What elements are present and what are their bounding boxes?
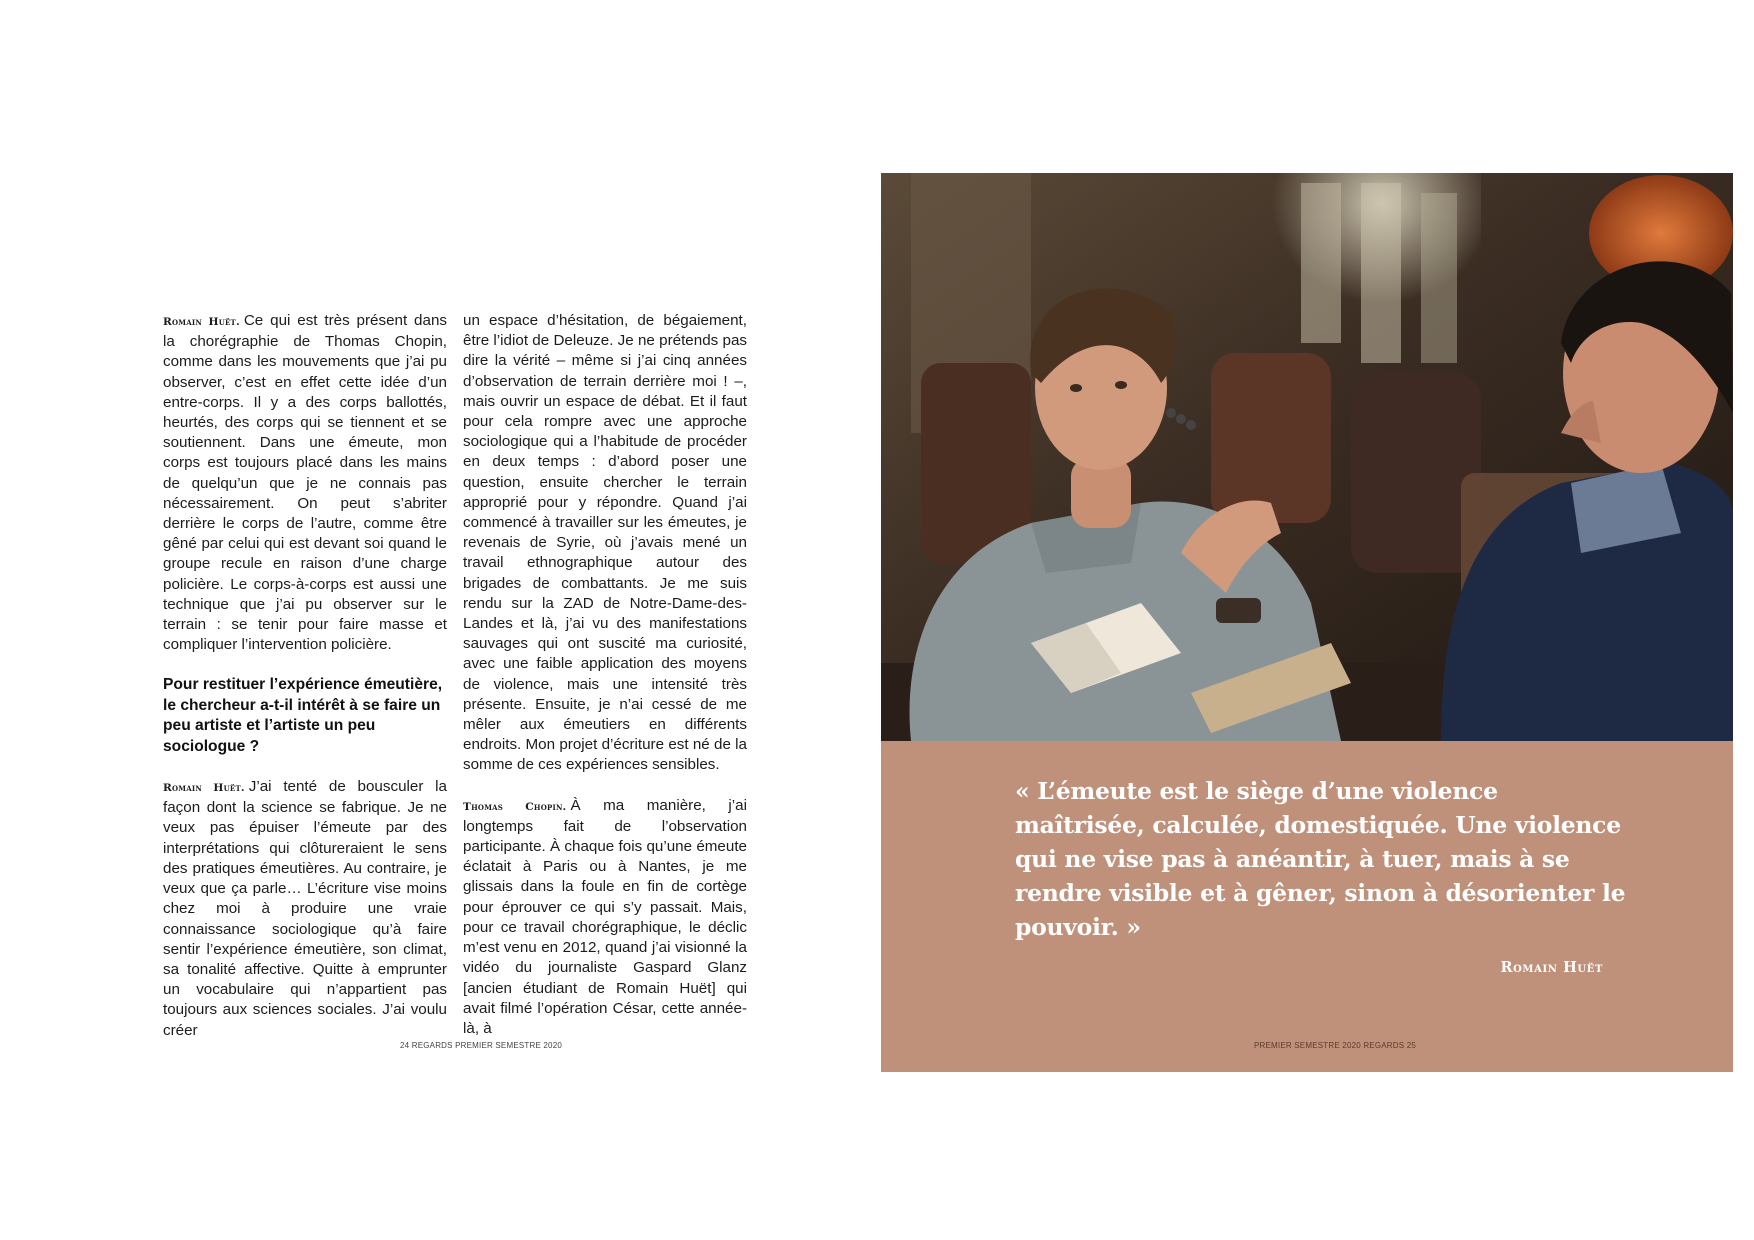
speaker-name: Romain Huët. (163, 782, 245, 795)
paragraph-text: Ce qui est très présent dans la chorégraphie de Thomas Chopin, comme dans les mouvements que j’ai pu observer, c’est en effet cette idée d’un entre-corps. Il y a des corps ballottés, heurtés, des corps qui se tiennent et se soutiennent. Dans une émeute, mon corps est toujours placé dans les mains de quelqu’un que je ne connais pas nécessairement. On peut s’abriter derrière le corps de l’autre, comme être gêné par celui qui est devant soi quand le groupe recule en raison d’une charge policière. Le corps-à-corps est aussi une technique que j’ai pu observer sur le terrain : se tenir pour faire masse et compliquer l’intervention policière. (163, 312, 447, 654)
paragraph-text: À ma manière, j’ai longtemps fait de l’observation participante. À chaque fois qu’une émeute éclatait à Paris ou à Nantes, je me glissais dans la foule en fin de cortège pour éprouver ce qui s’y passait. Mais, pour ce travail chorégraphique, le déclic m’est venu en 2012, quand j’ai visionné la vidéo du journaliste Gaspard Glanz [ancien étudiant de Romain Huët] qui avait filmé l’opération César, cette année-là, à (463, 796, 748, 1037)
photo-illustration (881, 173, 1733, 741)
speaker-name: Thomas Chopin. (463, 800, 567, 813)
interview-photo (881, 173, 1733, 741)
article-column-2 (463, 311, 747, 1039)
paragraph-text: un espace d’hésitation, de bégaiement, être l’idiot de Deleuze. Je ne prétends pas dire la vérité – même si j’ai cinq années d’observation de terrain derrière moi ! –, mais ouvrir un espace de débat. Et il faut pour cela rompre avec une approche sociologique qui a l’habitude de procéder en deux temps : d’abord poser une question, ensuite chercher le terrain approprié pour y répondre. Quand j’ai commencé à travailler sur les émeutes, je revenais de Syrie, où j’avais mené un travail ethnographique autour des brigades de combattants. Je me suis rendu sur la ZAD de Notre-Dame-des-Landes et là, j’ai vu des manifestations sauvages qui ont suscité ma curiosité, avec une faible application des moyens de violence, mais une intensité très présente. Ensuite, je n’ai cessé de me mêler aux émeutiers en différents endroits. Mon projet d’écriture est né de la somme de ces expériences sensibles. (463, 312, 747, 774)
pull-quote: « L’émeute est le siège d’une violence maîtrisée, calculée, domestiquée. Une violence qui ne vise pas à anéantir, à tuer, mais à se rendre visible et à gêner, sinon à désorienter le pouvoir. » (1015, 777, 1626, 941)
pull-quote-panel (881, 741, 1733, 1072)
page-folio-left: 24 REGARDS PREMIER SEMESTRE 2020 (400, 1041, 563, 1050)
paragraph (163, 777, 447, 1041)
page-folio-right: PREMIER SEMESTRE 2020 REGARDS 25 (1254, 1041, 1417, 1050)
paragraph (463, 311, 747, 776)
speaker-name: Romain Huët. (163, 316, 240, 328)
paragraph (463, 796, 747, 1039)
paragraph-text: J’ai tenté de bousculer la façon dont la science se fabrique. Je ne veux pas épuiser l’émeute par des interprétations qui clôtureraient le sens des pratiques émeutières. Au contraire, je veux que ça parle… L’écriture vise moins chez moi à produire une vraie connaissance sociologique qu’à faire sentir l’expérience émeutière, son climat, sa tonalité affective. Quitte à emprunter un vocabulaire qui n’appartient pas toujours aux sciences sociales. J’ai voulu créer (163, 778, 447, 1039)
article-column-1 (163, 311, 447, 1041)
paragraph (163, 311, 447, 655)
pull-quote-author: Romain Huët (1500, 959, 1603, 976)
interview-question: Pour restituer l’expérience émeutière, le chercheur a-t-il intérêt à se faire un peu artiste et l’artiste un peu sociologue ? (163, 676, 443, 755)
